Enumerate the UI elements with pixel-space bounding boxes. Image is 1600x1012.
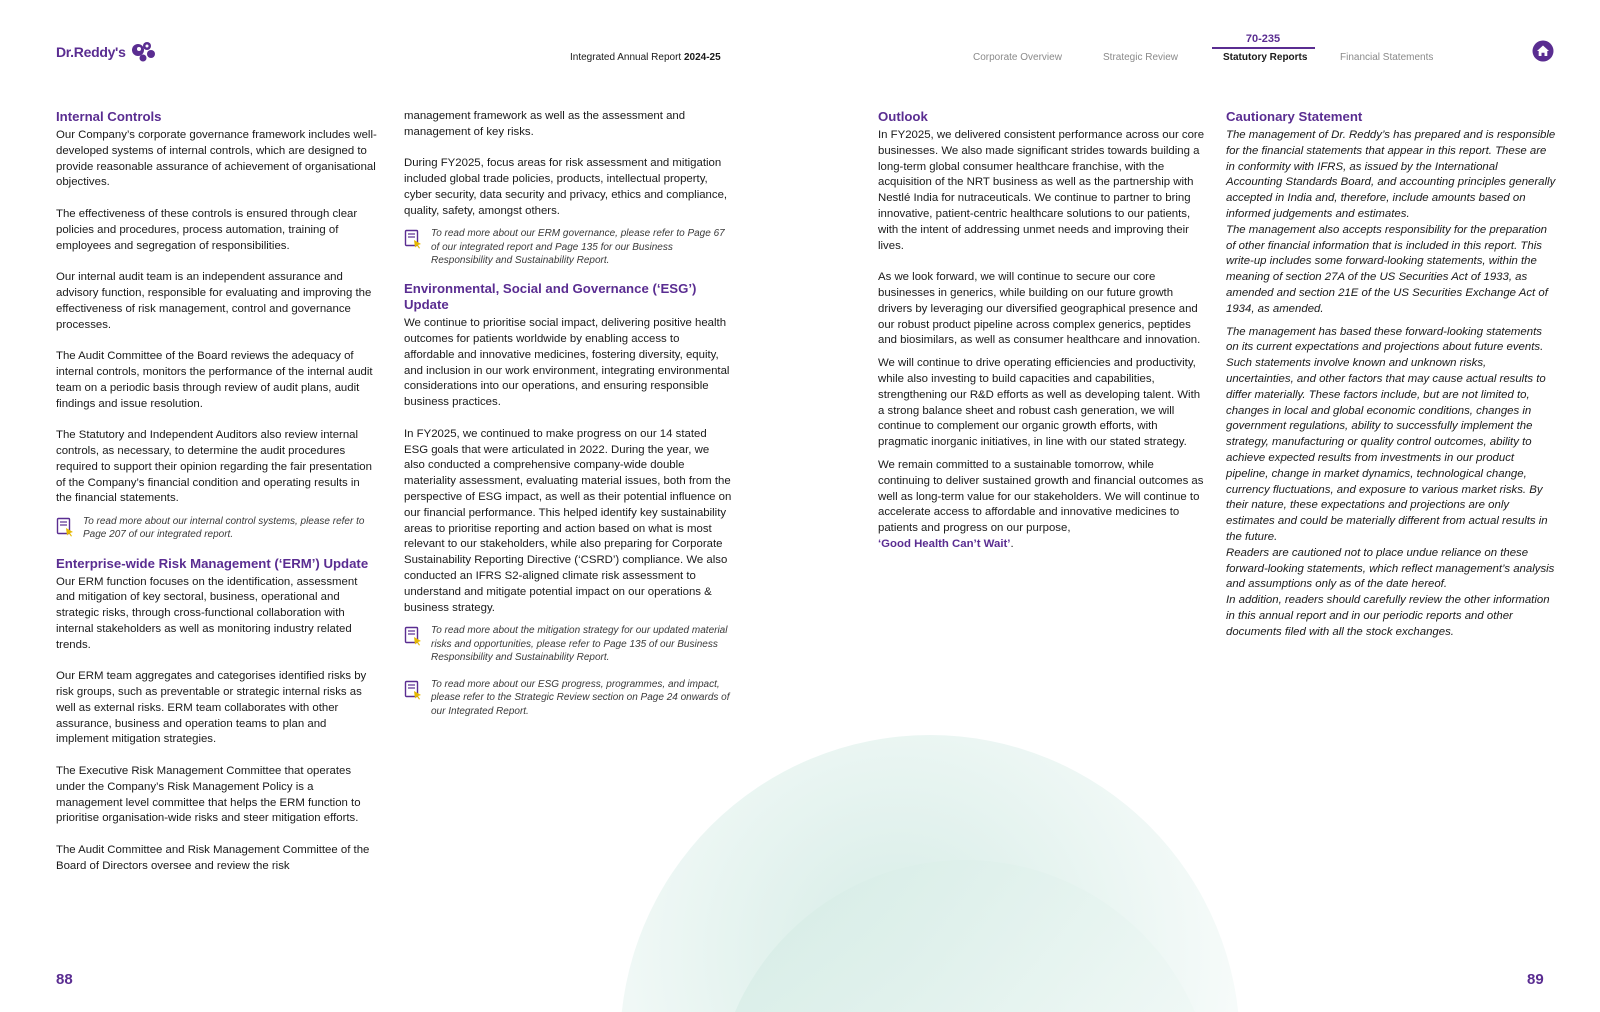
report-year: 2024-25 bbox=[683, 52, 721, 63]
paragraph: In addition, readers should carefully review the other information in this annual report and in our periodic reports and other documents filed with all the stock exchanges. bbox=[1226, 594, 1550, 638]
nav-statutory-range: 70-235 bbox=[1245, 33, 1281, 45]
report-title bbox=[570, 52, 721, 63]
heading-cautionary-statement: Cautionary Statement bbox=[1226, 109, 1363, 124]
purpose-tagline: ‘Good Health Can’t Wait’ bbox=[878, 537, 1011, 550]
reference-note-text: To read more about our internal control systems, please refer to Page 207 of our integrated report. bbox=[83, 515, 365, 541]
reference-note-text: To read more about the mitigation strategy for our updated material risks and opportunities, please refer to Page 135 of our Business Responsibility and Sustainability Report. bbox=[431, 625, 728, 663]
paragraph: During FY2025, focus areas for risk assessment and mitigation included global trade policies, products, intellectual property, cyber security, data security and privacy, ethics and compliance, quality, safety, amongst others. bbox=[404, 157, 728, 217]
document-pointer-icon bbox=[56, 517, 75, 537]
document-pointer-icon bbox=[404, 229, 423, 249]
reference-note-text: To read more about our ESG progress, programmes, and impact, please refer to the Strategic Review section on Page 24 onwards of our Integrated Report. bbox=[431, 679, 730, 717]
page-number-right: 89 bbox=[1527, 971, 1544, 988]
nav-statutory-reports[interactable]: Statutory Reports bbox=[1223, 52, 1308, 63]
heading-outlook: Outlook bbox=[878, 109, 928, 124]
column-3 bbox=[878, 109, 1206, 553]
reference-note bbox=[56, 515, 378, 542]
paragraph: The effectiveness of these controls is ensured through clear policies and procedures, process automation, training of employees and segregation of responsibilities. bbox=[56, 207, 358, 252]
column-1 bbox=[56, 109, 378, 875]
brand-logo[interactable] bbox=[56, 40, 157, 64]
paragraph: The Audit Committee and Risk Management Committee of the Board of Directors oversee and review the risk bbox=[56, 844, 370, 872]
paragraph: Our ERM team aggregates and categorises identified risks by risk groups, such as preventable or strategic internal risks as well as external risks. ERM team collaborates with other assurance, business and operation teams to plan and implement mitigation strategies. bbox=[56, 670, 367, 746]
heading-erm: Enterprise-wide Risk Management (‘ERM’) Update bbox=[56, 555, 369, 571]
paragraph: management framework as well as the assessment and management of key risks. bbox=[404, 110, 686, 138]
column-2 bbox=[404, 109, 732, 732]
logo-mark-icon bbox=[129, 40, 157, 64]
nav-active-indicator bbox=[1212, 47, 1315, 49]
home-icon[interactable] bbox=[1532, 40, 1554, 62]
paragraph: In FY2025, we delivered consistent performance across our core businesses. We also made significant strides towards building a long-term global consumer healthcare franchise, with the acquisition of the NRT business as well as the partnership with Nestlé India for nutraceuticals. We continue to partner to bring innovative, patient-centric healthcare solutions to our patients, with the intent of addressing unmet needs and improving their lives. bbox=[878, 129, 1205, 252]
paragraph: Our Company’s corporate governance framework includes well-developed systems of internal controls, which are designed to provide reasonable assurance of achievement of organisational objectives. bbox=[56, 129, 377, 189]
paragraph: The management of Dr. Reddy’s has prepared and is responsible for the financial statements that appear in this report. These are in conformity with IFRS, as issued by the International Accounting Standards Board, and accounting principles generally accepted in India and, therefore, include amounts based on informed judgements and estimates. bbox=[1226, 129, 1556, 220]
paragraph: The management also accepts responsibility for the preparation of other financial information that is included in this report. This write-up includes some forward-looking statements, within the meaning of section 27A of the US Securities Act of 1933, as amended and section 21E of the US Securities Exchange Act of 1934, as amended. bbox=[1226, 223, 1548, 315]
reference-note bbox=[404, 624, 732, 664]
paragraph: The Executive Risk Management Committee that operates under the Company’s Risk Management Policy is a management level committee that helps the ERM function to prioritise organisation-wide risks and steer mitigation efforts. bbox=[56, 765, 361, 825]
paragraph: We will continue to drive operating efficiencies and productivity, while also investing to build capacities and capabilities, strengthening our R&D efforts as well as developing talent. With a strong balance sheet and robust cash generation, we will continue to complement our organic growth efforts, with pragmatic inorganic initiatives, in line with our stated strategy. bbox=[878, 357, 1201, 449]
report-title-text: Integrated Annual Report bbox=[570, 52, 682, 63]
nav-financial-statements[interactable]: Financial Statements bbox=[1340, 52, 1434, 63]
page-number-left: 88 bbox=[56, 971, 73, 988]
heading-internal-controls: Internal Controls bbox=[56, 109, 162, 124]
nav-corporate-overview[interactable]: Corporate Overview bbox=[973, 52, 1062, 63]
document-pointer-icon bbox=[404, 626, 423, 646]
reference-note bbox=[404, 227, 732, 267]
brand-name: Dr.Reddy's bbox=[56, 44, 126, 60]
paragraph: As we look forward, we will continue to secure our core businesses in generics, while building on our future growth drivers by leveraging our diversified geographical presence and our robust product pipeline across complex generics, peptides and biosimilars, as well as consumer healthcare and innovation. bbox=[878, 271, 1201, 347]
paragraph: The Statutory and Independent Auditors also review internal controls, as necessary, to determine the audit procedures required to support their opinion regarding the fair presentation of the Company’s financial condition and operating results in the financial statements. bbox=[56, 429, 372, 505]
paragraph: In FY2025, we continued to make progress on our 14 stated ESG goals that were articulated in 2022. During the year, we also conducted a comprehensive company-wide double materiality assessment, evaluating material issues, both from the perspective of ESG impact, as well as their potential influence on our financial performance. This helped identify key sustainability areas to prioritise reporting and action based on what is most relevant to our stakeholders, while also preparing for Corporate Sustainability Reporting Directive (‘CSRD’) compliance. We also conducted an IFRS S2-aligned climate risk assessment to understand and mitigate potential impact on our operations & business strategy. bbox=[404, 427, 732, 614]
column-4 bbox=[1226, 109, 1556, 641]
paragraph: We continue to prioritise social impact, delivering positive health outcomes for patients worldwide by enabling access to affordable and innovative medicines, fostering diversity, equity, and inclusion in our work environment, integrating environmental considerations into our operations, and ensuring responsible business practices. bbox=[404, 317, 730, 409]
paragraph: Readers are cautioned not to place undue reliance on these forward-looking statements, which reflect management’s analysis and assumptions only as of the date hereof. bbox=[1226, 546, 1555, 591]
reference-note bbox=[404, 678, 732, 718]
paragraph: Our internal audit team is an independent assurance and advisory function, responsible for evaluating and improving the effectiveness of risk management, control and governance processes. bbox=[56, 271, 372, 331]
paragraph: The management has based these forward-looking statements on its current expectations and projections about future events. Such statements involve known and unknown risks, uncertainties, and other factors that may cause actual results to differ materially. These factors include, but are not limited to, changes in local and global economic conditions, changes in government regulations, ability to successfully implement the strategy, manufacturing or quality control outcomes, ability to achieve expected results from investments in our product pipeline, change in market dynamics, technological change, currency fluctuations, and exposure to various market risks. By their nature, these expectations and projections are only estimates and could be materially different from actual results in the future. bbox=[1226, 325, 1548, 543]
document-pointer-icon bbox=[404, 680, 423, 700]
heading-esg: Environmental, Social and Governance (‘ESG’) Update bbox=[404, 281, 697, 313]
paragraph-text: We remain committed to a sustainable tomorrow, while continuing to deliver sustained growth and financial outcomes as well as long-term value for our stakeholders. We will continue to accelerate access to affordable and innovative medicines to patients and progress on our purpose, bbox=[878, 458, 1204, 535]
paragraph bbox=[878, 458, 1206, 553]
paragraph: The Audit Committee of the Board reviews the adequacy of internal controls, monitors the performance of the internal audit team on a periodic basis through review of audit plans, audit findings and issue resolution. bbox=[56, 350, 373, 410]
reference-note-text: To read more about our ERM governance, please refer to Page 67 of our integrated report and Page 135 for our Business Responsibility and Sustainability Report. bbox=[431, 228, 725, 266]
paragraph: Our ERM function focuses on the identification, assessment and mitigation of key sectoral, business, operational and strategic risks, through cross-functional collaboration with internal stakeholders as well as monitoring industry related trends. bbox=[56, 575, 358, 651]
nav-strategic-review[interactable]: Strategic Review bbox=[1103, 52, 1179, 63]
purpose-end: . bbox=[1010, 537, 1014, 550]
